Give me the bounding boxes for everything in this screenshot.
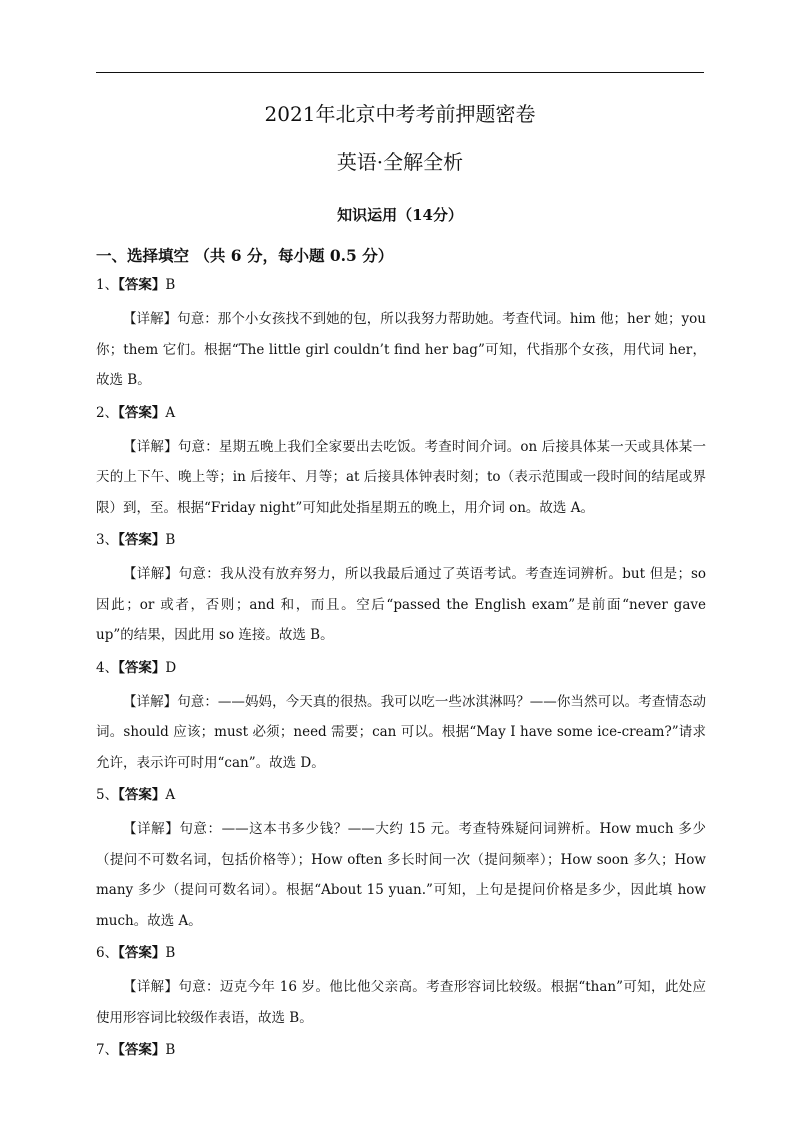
question-number: 1、 xyxy=(96,277,119,293)
explanation-text: 【详解】句意：——这本书多少钱？——大约 15 元。考查特殊疑问词辨析。How much 多少（提问不可数名词，包括价格等）；How often 多长时间一次（提问频率）；How soon 多久；How many 多少（提问可数名词）。根据“About 15 yuan.”可知，上句是提问价格是多少，因此填 how much。故选 A。 xyxy=(96,821,706,929)
explanation-text: 【详解】句意：——妈妈，今天真的很热。我可以吃一些冰淇淋吗？——你当然可以。考查情态动词。should 应该；must 必须；need 需要；can 可以。根据“May I have some ice-cream?”请求允许，表示许可时用“can”。故选 D。 xyxy=(96,693,706,771)
part-heading: 知识运用（14分） xyxy=(337,206,463,224)
answer-letter: A xyxy=(165,787,176,803)
answer-item-4 xyxy=(96,657,706,779)
explanation-text: 【详解】句意：我从没有放弃努力，所以我最后通过了英语考试。考查连词辨析。but 但是；so 因此；or 或者，否则；and 和，而且。空后“passed the English exam”是前面“never gave up”的结果，因此用 so 连接。故选 B。 xyxy=(96,566,706,643)
document-subtitle: 英语·全解全析 xyxy=(336,150,464,174)
answer-item-5 xyxy=(96,784,706,936)
answer-item-1 xyxy=(96,274,706,396)
answer-tag: 【答案】 xyxy=(118,532,166,548)
header-rule xyxy=(96,72,704,73)
answer-line xyxy=(96,529,706,559)
answer-line xyxy=(96,1039,706,1069)
answer-item-6 xyxy=(96,942,706,1033)
answer-line xyxy=(96,942,706,972)
answer-line xyxy=(96,657,706,687)
answer-line xyxy=(96,784,706,814)
question-number: 3、 xyxy=(96,532,119,548)
explanation-text: 【详解】句意：星期五晚上我们全家要出去吃饭。考查时间介词。on 后接具体某一天或具体某一天的上下午、晚上等；in 后接年、月等；at 后接具体钟表时刻；to（表示范围或一段时间的结尾或界限）到，至。根据“Friday night”可知此处指星期五的晚上，用介词 on。故选 A。 xyxy=(96,438,706,516)
answer-tag: 【答案】 xyxy=(118,787,166,803)
answer-tag: 【答案】 xyxy=(118,945,166,961)
question-number: 6、 xyxy=(96,945,119,961)
answer-tag: 【答案】 xyxy=(118,659,166,676)
question-number: 5、 xyxy=(96,787,119,803)
answer-item-7 xyxy=(96,1039,706,1069)
answer-list xyxy=(96,274,706,1069)
answer-letter: B xyxy=(165,277,176,293)
answer-letter: B xyxy=(165,1042,176,1058)
answer-line xyxy=(96,274,706,304)
answer-letter: B xyxy=(165,945,176,961)
answer-tag: 【答案】 xyxy=(118,1042,166,1058)
section-heading: 一、选择填空 （共 6 分，每小题 0.5 分） xyxy=(96,246,394,265)
answer-item-3 xyxy=(96,529,706,651)
question-number: 7、 xyxy=(96,1042,119,1058)
question-number: 4、 xyxy=(96,659,119,676)
document-title: 2021年北京中考考前押题密卷 xyxy=(264,102,536,126)
explanation-text: 【详解】句意：那个小女孩找不到她的包，所以我努力帮助她。考查代词。him 他；her 她；you 你；them 它们。根据“The little girl couldn’t find her bag”可知，代指那个女孩，用代词 her，故选 B。 xyxy=(96,311,706,388)
answer-line xyxy=(96,402,706,432)
answer-tag: 【答案】 xyxy=(118,277,166,293)
answer-letter: B xyxy=(165,532,176,548)
answer-letter: D xyxy=(165,659,177,676)
answer-letter: A xyxy=(165,404,176,421)
question-number: 2、 xyxy=(96,404,119,421)
answer-tag: 【答案】 xyxy=(118,404,166,421)
answer-item-2 xyxy=(96,402,706,524)
explanation-text: 【详解】句意：迈克今年 16 岁。他比他父亲高。考查形容词比较级。根据“than”可知，此处应使用形容词比较级作表语，故选 B。 xyxy=(96,979,706,1026)
